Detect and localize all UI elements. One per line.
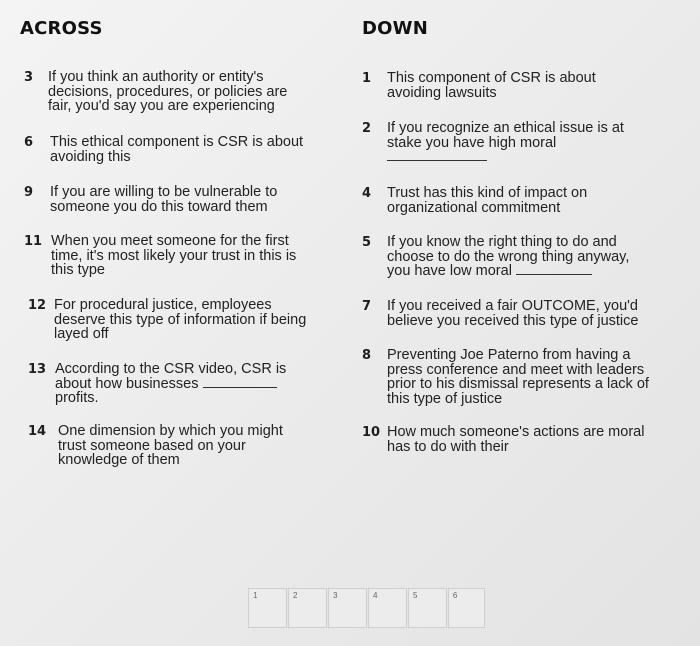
clue-number: 7 <box>362 299 372 314</box>
grid-cell[interactable] <box>248 588 287 628</box>
down-clue-8 <box>362 348 652 406</box>
clue-number: 3 <box>24 70 34 85</box>
clue-text-suffix: profits. <box>55 390 99 406</box>
cell-number: 1 <box>253 591 258 600</box>
cell-number: 5 <box>412 591 418 600</box>
clue-text: This component of CSR is about avoiding lawsuits <box>387 70 596 101</box>
answer-blank <box>387 152 487 161</box>
across-clue-13 <box>28 362 298 406</box>
across-clue-14 <box>28 424 298 468</box>
across-clue-3 <box>24 70 304 114</box>
clue-number: 12 <box>28 298 47 313</box>
down-clue-2 <box>362 121 637 165</box>
across-clue-9 <box>24 185 304 214</box>
clue-text-wrap <box>387 121 637 165</box>
grid-cell[interactable] <box>368 588 407 628</box>
grid-cell[interactable] <box>328 588 367 628</box>
across-clue-12 <box>28 298 322 342</box>
down-heading: DOWN <box>362 18 428 39</box>
clue-number: 5 <box>362 235 372 250</box>
clue-text: For procedural justice, employees deserve this type of information if being layed off <box>54 297 307 342</box>
clue-text-wrap <box>55 362 298 406</box>
clue-number: 6 <box>24 135 34 150</box>
clue-text: How much someone's actions are moral has to do with their <box>387 424 645 455</box>
clue-text: If you received a fair OUTCOME, you'd believe you received this type of justice <box>387 298 639 329</box>
clue-text: According to the CSR video, CSR is about how businesses <box>55 361 287 392</box>
clue-text: When you meet someone for the first time, it's most likely your trust in this is this type <box>51 233 297 278</box>
down-clue-10 <box>362 425 652 454</box>
cell-number: 6 <box>452 591 458 600</box>
grid-cell[interactable] <box>448 588 485 628</box>
cell-number: 2 <box>292 591 298 600</box>
grid-cell[interactable] <box>408 588 447 628</box>
clue-number: 1 <box>362 71 372 86</box>
clue-number: 14 <box>28 424 47 439</box>
clue-text: Trust has this kind of impact on organizational commitment <box>387 185 588 216</box>
across-clue-11 <box>24 234 314 278</box>
clue-text-wrap <box>387 235 642 279</box>
down-clue-5 <box>362 235 642 279</box>
clue-number: 10 <box>362 425 381 440</box>
grid-cell[interactable] <box>288 588 327 628</box>
down-clue-1 <box>362 71 612 100</box>
cell-number: 3 <box>332 591 338 600</box>
clue-number: 4 <box>362 186 372 201</box>
clue-text: If you think an authority or entity's decisions, procedures, or policies are fair, you'd say you are experiencing <box>48 69 288 114</box>
down-clue-4 <box>362 186 612 215</box>
clue-number: 13 <box>28 362 47 377</box>
across-clue-6 <box>24 135 316 164</box>
clue-text: If you recognize an ethical issue is at stake you have high moral <box>387 120 624 151</box>
clue-number: 8 <box>362 348 372 363</box>
answer-blank <box>203 387 277 388</box>
clue-text: If you know the right thing to do and choose to do the wrong thing anyway, you have low moral <box>387 234 630 279</box>
clue-text: If you are willing to be vulnerable to someone you do this toward them <box>50 184 278 215</box>
across-heading: ACROSS <box>20 18 103 39</box>
cell-number: 4 <box>372 591 378 600</box>
clue-text: Preventing Joe Paterno from having a press conference and meet with leaders prior to his dismissal represents a lack of this type of justice <box>387 347 649 407</box>
down-clue-7 <box>362 299 644 328</box>
clue-number: 11 <box>24 234 43 249</box>
crossword-grid <box>248 588 486 628</box>
clue-text: One dimension by which you might trust someone based on your knowledge of them <box>58 423 283 468</box>
answer-blank <box>516 274 592 275</box>
clue-number: 2 <box>362 121 372 136</box>
clue-text: This ethical component is CSR is about avoiding this <box>50 134 304 165</box>
clue-number: 9 <box>24 185 34 200</box>
